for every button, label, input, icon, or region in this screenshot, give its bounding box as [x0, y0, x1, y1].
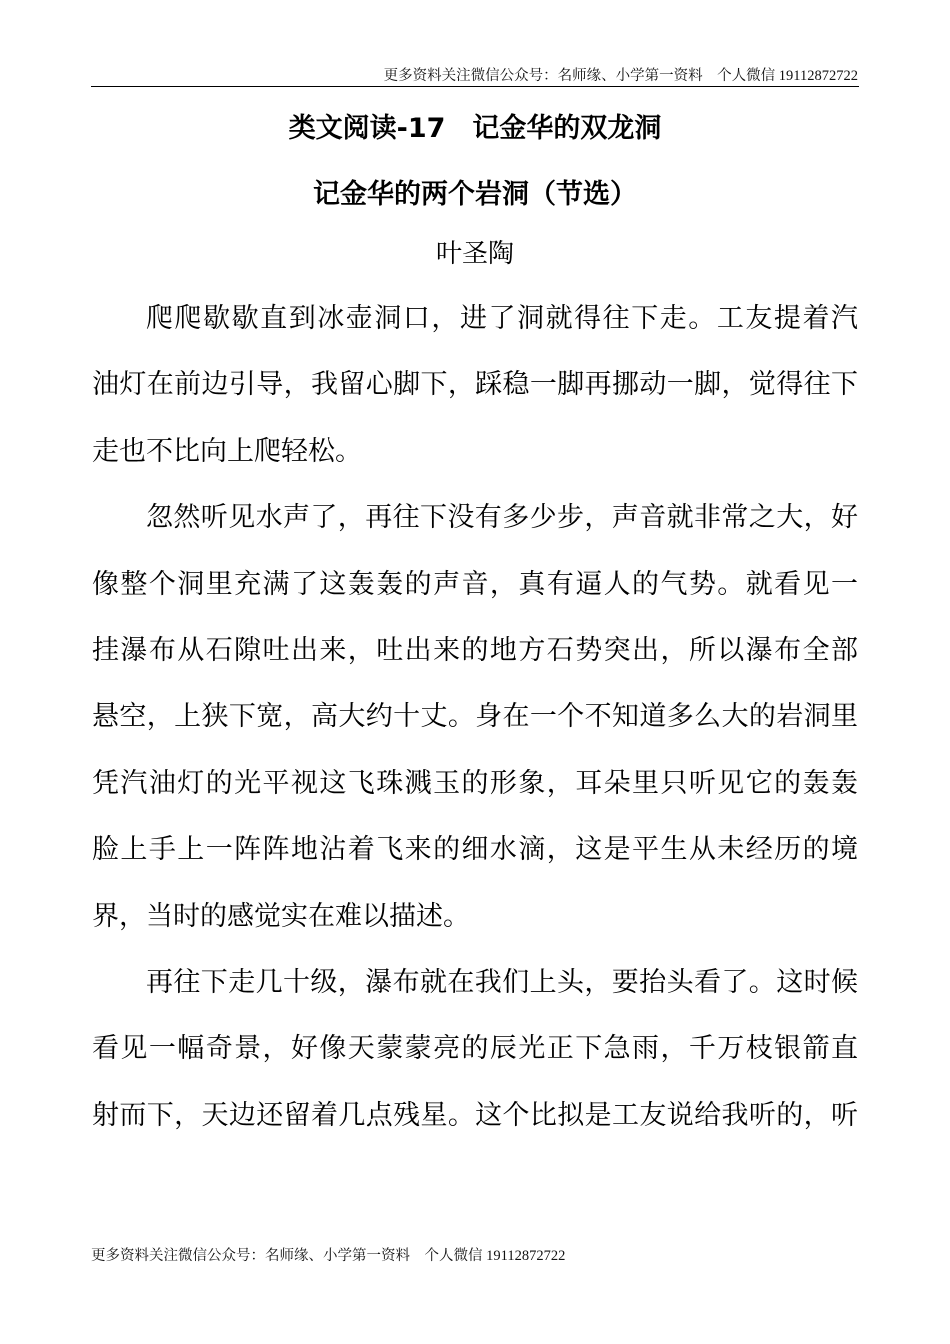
document-subtitle: 记金华的两个岩洞（节选） — [313, 179, 637, 210]
text-line: 凭汽油灯的光平视这飞珠溅玉的形象，耳朵里只听见它的轰轰 — [92, 767, 858, 799]
document-title: 类文阅读-17 记金华的双龙洞 — [288, 113, 662, 144]
text-line: 像整个洞里充满了这轰轰的声音，真有逼人的气势。就看见一 — [92, 568, 858, 600]
text-line: 油灯在前边引导，我留心脚下，踩稳一脚再挪动一脚，觉得往下 — [92, 369, 858, 401]
page-footer-text: 更多资料关注微信公众号：名师缘、小学第一资料 个人微信 19112872722 — [91, 1248, 566, 1264]
text-line: 走也不比向上爬轻松。 — [92, 435, 362, 467]
article-body — [92, 294, 858, 1157]
text-line: 再往下走几十级，瀑布就在我们上头，要抬头看了。这时候 — [146, 966, 858, 998]
text-line: 忽然听见水声了，再往下没有多少步，声音就非常之大，好 — [146, 502, 858, 534]
text-line: 悬空，上狭下宽，高大约十丈。身在一个不知道多么大的岩洞里 — [92, 701, 858, 733]
header-divider — [91, 86, 859, 87]
page-header-text: 更多资料关注微信公众号：名师缘、小学第一资料 个人微信 19112872722 — [383, 68, 858, 84]
author-name: 叶圣陶 — [435, 239, 514, 269]
text-line: 看见一幅奇景，好像天蒙蒙亮的辰光正下急雨，千万枝银箭直 — [92, 1033, 858, 1065]
text-line: 挂瀑布从石隙吐出来，吐出来的地方石势突出，所以瀑布全部 — [92, 634, 858, 666]
text-line: 脸上手上一阵阵地沾着飞来的细水滴，这是平生从未经历的境 — [92, 834, 858, 866]
text-line: 爬爬歇歇直到冰壶洞口，进了洞就得往下走。工友提着汽 — [146, 303, 858, 334]
text-line: 射而下，天边还留着几点残星。这个比拟是工友说给我听的，听 — [92, 1099, 858, 1131]
text-line: 界，当时的感觉实在难以描述。 — [92, 900, 470, 932]
